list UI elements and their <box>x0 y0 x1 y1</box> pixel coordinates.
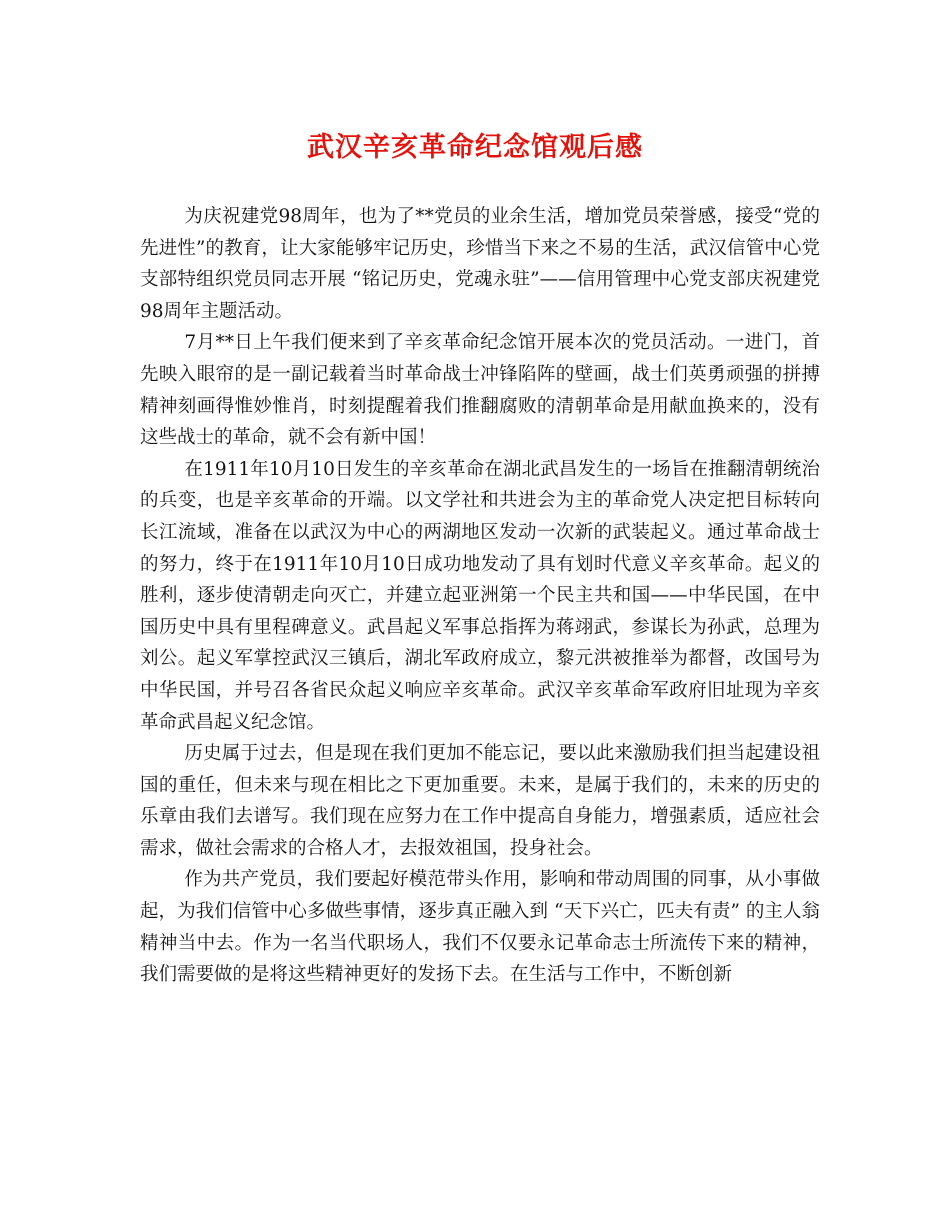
document-body <box>140 201 820 991</box>
paragraph-1: 为庆祝建党98周年，也为了**党员的业余生活，增加党员荣誉感，接受“党的先进性”的教育，让大家能够牢记历史，珍惜当下来之不易的生活，武汉信管中心党支部特组织党员同志开展 “铭记历史，党魂永驻”——信用管理中心党支部庆祝建党98周年主题活动。 <box>140 206 820 322</box>
paragraph-2: 7月**日上午我们便来到了辛亥革命纪念馆开展本次的党员活动。一进门，首先映入眼帘的是一副记载着当时革命战士冲锋陷阵的壁画，战士们英勇顽强的拼搏精神刻画得惟妙惟肖，时刻提醒着我们推翻腐败的清朝革命是用献血换来的，没有这些战士的革命，就不会有新中国！ <box>140 332 820 449</box>
paragraph-5: 作为共产党员，我们要起好模范带头作用，影响和带动周围的同事，从小事做起，为我们信管中心多做些事情，逐步真正融入到 “天下兴亡，匹夫有责” 的主人翁精神当中去。作为一名当代职场人，我们不仅要永记革命志士所流传下来的精神，我们需要做的是将这些精神更好的发扬下去。在生活与工作中，不断创新 <box>140 869 820 986</box>
document-title: 武汉辛亥革命纪念馆观后感 <box>307 132 643 163</box>
paragraph-4: 历史属于过去，但是现在我们更加不能忘记，要以此来激励我们担当起建设祖国的重任，但未来与现在相比之下更加重要。未来，是属于我们的，未来的历史的乐章由我们去谱写。我们现在应努力在工作中提高自身能力，增强素质，适应社会需求，做社会需求的合格人才，去报效祖国，投身社会。 <box>140 743 820 859</box>
paragraph-3: 在1911年10月10日发生的辛亥革命在湖北武昌发生的一场旨在推翻清朝统治的兵变，也是辛亥革命的开端。以文学社和共进会为主的革命党人决定把目标转向长江流域，准备在以武汉为中心的两湖地区发动一次新的武装起义。通过革命战士的努力，终于在1911年10月10日成功地发动了具有划时代意义辛亥革命。起义的胜利，逐步使清朝走向灭亡，并建立起亚洲第一个民主共和国——中华民国，在中国历史中具有里程碑意义。武昌起义军事总指挥为蒋翊武，参谋长为孙武，总理为刘公。起义军掌控武汉三镇后，湖北军政府成立，黎元洪被推举为都督，改国号为中华民国，并号召各省民众起义响应辛亥革命。武汉辛亥革命军政府旧址现为辛亥革命武昌起义纪念馆。 <box>140 458 820 733</box>
